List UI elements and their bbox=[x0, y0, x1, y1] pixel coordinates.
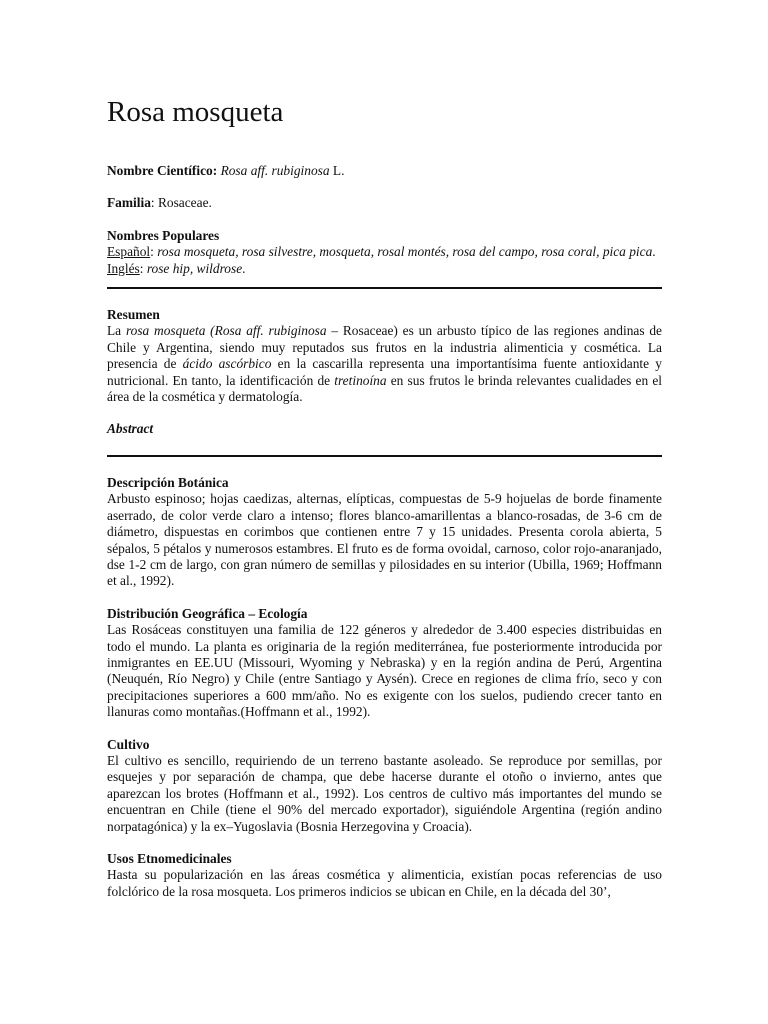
popular-names-english bbox=[107, 261, 662, 277]
family-line bbox=[107, 195, 662, 211]
summary-text-part: en sus frutos le brinda relevantes cualidades en el área de la cosmética y dermatología. bbox=[107, 372, 662, 405]
spanish-separator: : bbox=[150, 244, 158, 260]
summary-text-part: – Rosaceae) es un arbusto típico de las regiones andinas de Chile y Argentina, siendo muy reputados sus frutos en la industria alimenticia y cosmética. La presencia de bbox=[107, 323, 662, 372]
summary-text-part: en la cascarilla representa una importantísima fuente antioxidante y nutricional. En tanto, la identificación de bbox=[107, 356, 662, 388]
botanical-description-heading: Descripción Botánica bbox=[107, 474, 229, 490]
english-names: rose hip, wildrose bbox=[146, 260, 243, 276]
ethnomedicinal-uses-text: Hasta su popularización en las áreas cosmética y alimenticia, existían pocas referencias de uso folclórico de la rosa mosqueta. Los primeros indicios se ubican en Chile, en la década del 30’, bbox=[107, 867, 662, 899]
cultivation-section bbox=[107, 737, 662, 835]
summary-section bbox=[107, 307, 662, 405]
cultivation-heading: Cultivo bbox=[107, 736, 150, 752]
distribution-text: Las Rosáceas constituyen una familia de 122 géneros y alrededor de 3.400 especies distribuidas en todo el mundo. La planta es originaria de la región mediterránea, fue posteriormente introducida por inmigrantes en EE.UU (Missouri, Wyoming y Nebraska) y en la región andina de Perú, Argentina (Neuquén, Río Negro) y Chile (entre Santiago y Aysén). Crece en regiones de clima frío, seco y con precipitaciones superiores a 600 mm/año. No es exigente con los suelos, pudiendo crecer tanto en llanuras como montañas.(Hoffmann et al., 1992). bbox=[107, 622, 662, 720]
scientific-name-author: L. bbox=[329, 163, 345, 178]
popular-names-heading: Nombres Populares bbox=[107, 227, 220, 243]
summary-text bbox=[107, 323, 662, 405]
summary-heading: Resumen bbox=[107, 307, 160, 323]
cultivation-text: El cultivo es sencillo, requiriendo de un terreno bastante asoleado. Se reproduce por semillas, por esquejes y por separación de champa, que debe hacerse durante el otoño o invierno, antes que aparezcan los brotes (Hoffmann et al., 1992). Los centros de cultivo más importantes del mundo se encuentran en Chile (tiene el 90% del mercado exportador), siguiéndole Argentina (región andino norpatagónica) y la ex–Yugoslavia (Bosnia Herzegovina y Croacia). bbox=[107, 752, 662, 834]
popular-names-section bbox=[107, 228, 662, 277]
popular-names-spanish bbox=[107, 244, 662, 260]
document-body bbox=[107, 96, 662, 900]
botanical-description-section bbox=[107, 475, 662, 590]
english-label: Inglés bbox=[107, 260, 140, 276]
section-divider-bottom bbox=[107, 455, 662, 457]
summary-text-italic: ácido ascórbico bbox=[182, 356, 272, 372]
scientific-name-line bbox=[107, 163, 662, 179]
scientific-name-label: Nombre Científico: bbox=[107, 163, 218, 178]
distribution-section bbox=[107, 606, 662, 721]
english-separator: : bbox=[139, 260, 147, 276]
ethnomedicinal-uses-heading: Usos Etnomedicinales bbox=[107, 851, 232, 866]
scientific-name-value: Rosa aff. rubiginosa bbox=[220, 163, 330, 178]
summary-text-part: La bbox=[107, 323, 126, 339]
ethnomedicinal-uses-section bbox=[107, 851, 662, 900]
family-value: : Rosaceae. bbox=[150, 195, 212, 211]
botanical-description-text: Arbusto espinoso; hojas caedizas, alternas, elípticas, compuestas de 5-9 hojuelas de borde finamente aserrado, de color verde claro a intenso; flores blanco-amarillentas a blanco-rosadas, de 3-6 cm de diámetro, dispuestas en corimbos que contienen entre 7 y 15 unidades. Presenta corola abierta, 5 sépalos, 5 pétalos y numerosos estambres. El fruto es de forma ovoidal, carnoso, color rojo-anaranjado, dse 1-2 cm de largo, con gran número de semillas y pilosidades en su interior (Ubilla, 1969; Hoffmann et al., 1992). bbox=[107, 491, 662, 589]
english-end: . bbox=[242, 260, 246, 276]
family-label: Familia bbox=[107, 195, 151, 211]
summary-text-italic: tretinoína bbox=[334, 372, 387, 388]
section-divider-top bbox=[107, 287, 662, 289]
distribution-heading: Distribución Geográfica – Ecología bbox=[107, 605, 308, 621]
page-title: Rosa mosqueta bbox=[107, 96, 284, 128]
summary-text-italic: rosa mosqueta (Rosa aff. rubiginosa bbox=[125, 323, 327, 339]
spanish-label: Español bbox=[107, 244, 151, 260]
spanish-end: . bbox=[652, 244, 656, 260]
abstract-heading: Abstract bbox=[107, 421, 154, 437]
spanish-names: rosa mosqueta, rosa silvestre, mosqueta, rosal montés, rosa del campo, rosa coral, pica pica bbox=[157, 244, 653, 260]
